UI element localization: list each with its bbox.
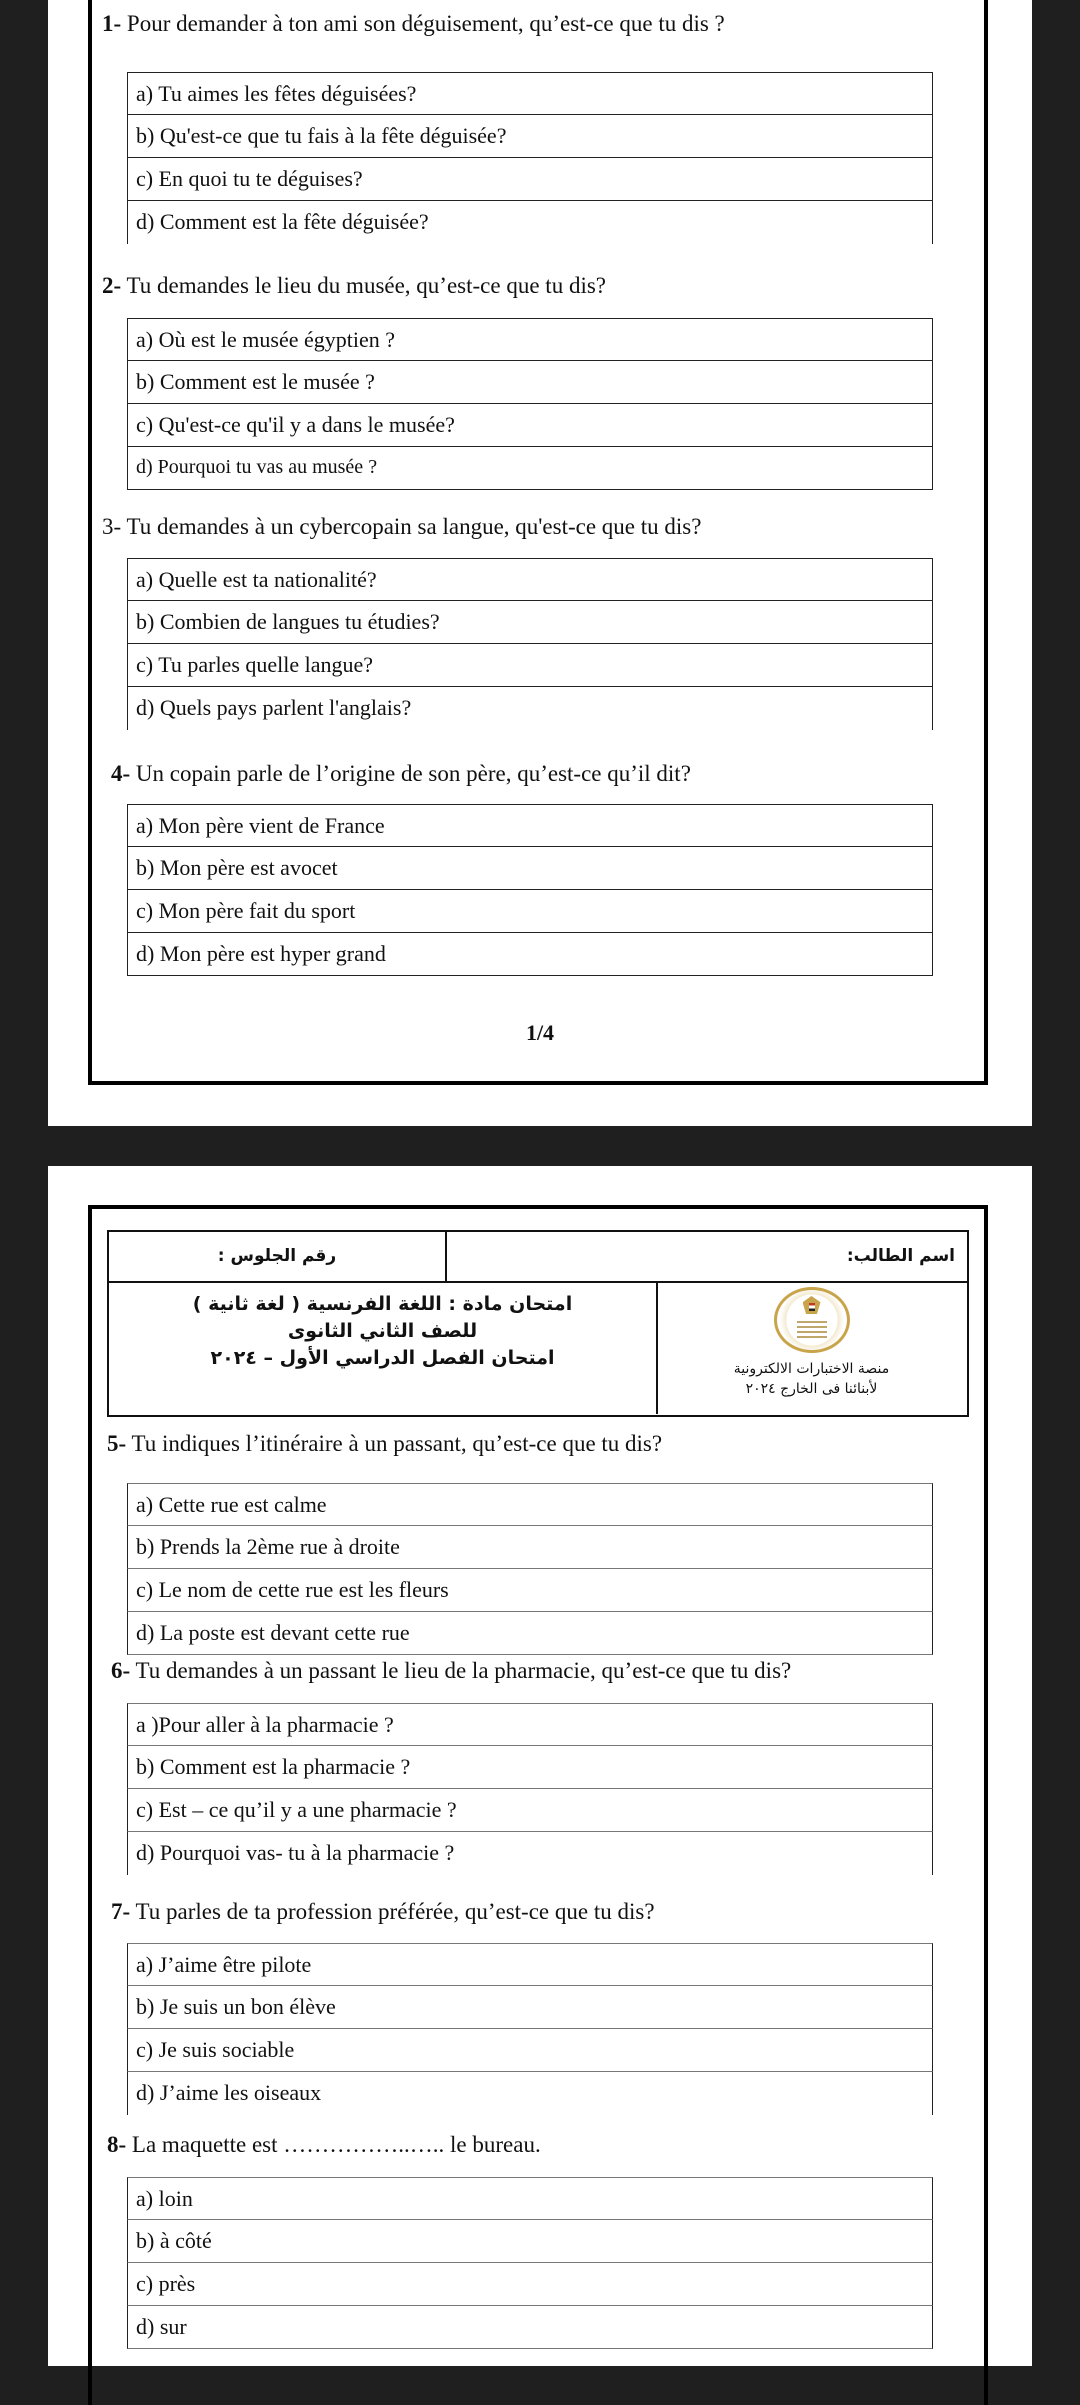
exam-info [109, 1283, 658, 1414]
question-4-title [111, 760, 691, 788]
option-d[interactable]: d) La poste est devant cette rue [127, 1612, 933, 1655]
header-row-exam-info [109, 1283, 967, 1414]
platform-name: منصة الاختبارات الالكترونية [733, 1361, 890, 1377]
option-b[interactable]: b) Combien de langues tu étudies? [127, 601, 933, 644]
question-1-options [127, 72, 933, 244]
seat-number-field[interactable]: رقم الجلوس : [109, 1232, 447, 1281]
question-7-title [111, 1898, 655, 1926]
question-1-title [102, 10, 725, 38]
page-number: 1/4 [525, 1020, 555, 1045]
option-b[interactable]: b) Mon père est avocet [127, 847, 933, 890]
option-d[interactable]: d) Mon père est hyper grand [127, 933, 933, 976]
question-text: Un copain parle de l’origine de son père, qu’est-ce qu’il dit? [130, 761, 691, 786]
option-a[interactable]: a) Tu aimes les fêtes déguisées? [127, 72, 933, 115]
option-d[interactable]: d) Comment est la fête déguisée? [127, 201, 933, 244]
question-6-title [111, 1657, 791, 1685]
option-c[interactable]: c) En quoi tu te déguises? [127, 158, 933, 201]
exam-subject: امتحان مادة : اللغة الفرنسية ( لغة ثانية ) [192, 1293, 573, 1315]
question-2-options [127, 318, 933, 490]
option-d[interactable]: d) sur [127, 2306, 933, 2349]
question-number: 8- [107, 2132, 127, 2157]
option-c[interactable]: c) Qu'est-ce qu'il y a dans le musée? [127, 404, 933, 447]
platform-info [656, 1283, 967, 1414]
question-8-options [127, 2177, 933, 2349]
option-d[interactable]: d) Pourquoi vas- tu à la pharmacie ? [127, 1832, 933, 1875]
question-number: 4- [111, 761, 131, 786]
question-text: Tu parles de ta profession préférée, qu’est-ce que tu dis? [130, 1899, 655, 1924]
option-b[interactable]: b) Je suis un bon élève [127, 1986, 933, 2029]
option-b[interactable]: b) à côté [127, 2220, 933, 2263]
option-c[interactable]: c) Je suis sociable [127, 2029, 933, 2072]
option-c[interactable]: c) Est – ce qu’il y a une pharmacie ? [127, 1789, 933, 1832]
question-text: Tu demandes à un passant le lieu de la pharmacie, qu’est-ce que tu dis? [130, 1658, 792, 1683]
question-number: 7- [111, 1899, 131, 1924]
question-5-options [127, 1483, 933, 1655]
option-d[interactable]: d) Quels pays parlent l'anglais? [127, 687, 933, 730]
header-row-identity [109, 1232, 967, 1283]
option-a[interactable]: a) loin [127, 2177, 933, 2220]
option-a[interactable]: a) Cette rue est calme [127, 1483, 933, 1526]
exam-grade: للصف الثاني الثانوى [287, 1320, 478, 1342]
question-text: La maquette est ……………..….. le bureau. [126, 2132, 541, 2157]
option-b[interactable]: b) Qu'est-ce que tu fais à la fête déguisée? [127, 115, 933, 158]
option-c[interactable]: c) près [127, 2263, 933, 2306]
seal-script-decoration [797, 1320, 827, 1338]
question-text: Tu indiques l’itinéraire à un passant, qu’est-ce que tu dis? [126, 1431, 663, 1456]
flag-icon [809, 1303, 815, 1311]
student-name-field[interactable]: اسم الطالب: [846, 1246, 955, 1266]
ministry-seal-icon [774, 1287, 850, 1353]
exam-header-table [107, 1230, 969, 1417]
option-a[interactable]: a) Où est le musée égyptien ? [127, 318, 933, 361]
exam-term: امتحان الفصل الدراسي الأول – ٢٠٢٤ [210, 1347, 555, 1369]
option-d[interactable]: d) J’aime les oiseaux [127, 2072, 933, 2115]
question-3-title [102, 513, 701, 541]
option-b[interactable]: b) Prends la 2ème rue à droite [127, 1526, 933, 1569]
question-text: Tu demandes le lieu du musée, qu’est-ce que tu dis? [121, 273, 606, 298]
question-text: Pour demander à ton ami son déguisement, qu’est-ce que tu dis ? [121, 11, 725, 36]
question-number: 5- [107, 1431, 127, 1456]
question-number: 2- [102, 273, 122, 298]
question-5-title [107, 1430, 662, 1458]
question-8-title [107, 2131, 541, 2159]
question-6-options [127, 1703, 933, 1875]
question-text: Tu demandes à un cybercopain sa langue, qu'est-ce que tu dis? [121, 514, 702, 539]
platform-audience: لأبنائنا فى الخارج ٢٠٢٤ [745, 1381, 878, 1397]
option-a[interactable]: a) Mon père vient de France [127, 804, 933, 847]
option-c[interactable]: c) Le nom de cette rue est les fleurs [127, 1569, 933, 1612]
question-2-title [102, 272, 606, 300]
option-a[interactable]: a) Quelle est ta nationalité? [127, 558, 933, 601]
question-7-options [127, 1943, 933, 2115]
question-number: 3- [102, 514, 122, 539]
exam-page-1 [48, 0, 1032, 1126]
exam-page-2 [48, 1166, 1032, 2366]
option-b[interactable]: b) Comment est la pharmacie ? [127, 1746, 933, 1789]
option-c[interactable]: c) Tu parles quelle langue? [127, 644, 933, 687]
question-number: 6- [111, 1658, 131, 1683]
question-4-options [127, 804, 933, 976]
question-3-options [127, 558, 933, 730]
option-d[interactable]: d) Pourquoi tu vas au musée ? [127, 447, 933, 490]
option-b[interactable]: b) Comment est le musée ? [127, 361, 933, 404]
question-number: 1- [102, 11, 122, 36]
option-a[interactable]: a) J’aime être pilote [127, 1943, 933, 1986]
option-a[interactable]: a )Pour aller à la pharmacie ? [127, 1703, 933, 1746]
option-c[interactable]: c) Mon père fait du sport [127, 890, 933, 933]
